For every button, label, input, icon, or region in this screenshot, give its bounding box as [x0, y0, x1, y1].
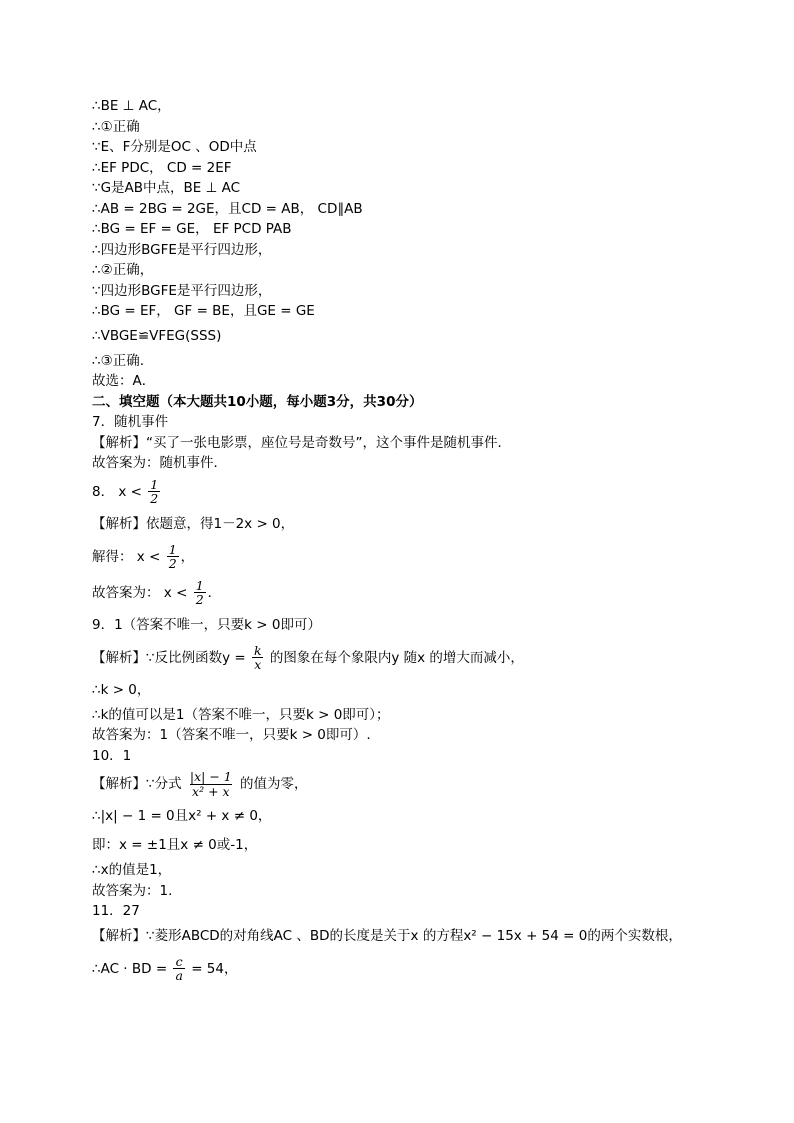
- text-line: 【解析】“买了一张电影票，座位号是奇数号”，这个事件是随机事件．: [92, 434, 511, 451]
- text-line: 故选：A．: [92, 373, 156, 389]
- analysis-line-11: [92, 951, 712, 987]
- fraction-denominator: x² + x: [192, 783, 230, 799]
- text-line: 故答案为：随机事件．: [92, 455, 227, 471]
- text-line: 即：x = ±1且x ≠ 0或-1，: [92, 837, 258, 853]
- text-segment: 【解析】∵反比例函数y =: [92, 649, 246, 666]
- fraction-denominator: x: [254, 657, 262, 672]
- fraction-denominator: a: [175, 968, 183, 983]
- text-line: ∵四边形BGFE是平行四边形，: [92, 282, 272, 299]
- text-segment: 【解析】∵分式: [92, 776, 182, 792]
- fraction: [188, 770, 234, 797]
- text-line: 【解析】依题意，得1－2x > 0，: [92, 515, 295, 532]
- text-segment: ．: [207, 584, 222, 601]
- text-line: ∵E、F分别是OC 、OD中点: [92, 139, 257, 155]
- text-line: ∴②正确，: [92, 262, 154, 278]
- text-line: 故答案为：1（答案不唯一，只要k > 0即可）.: [92, 727, 371, 743]
- text-line: ∴四边形BGFE是平行四边形，: [92, 241, 272, 258]
- fraction-numerator: 1: [150, 476, 159, 492]
- section-heading: 二、填空题（本大题共10小题，每小题3分，共30分）: [92, 393, 423, 410]
- analysis-line-10: [92, 766, 712, 802]
- text-segment: 故答案为： x <: [92, 584, 188, 601]
- fraction: [148, 478, 160, 505]
- text-segment: = 54，: [191, 960, 238, 977]
- text-line: ∴VBGE≌VFEG(SSS): [92, 327, 222, 344]
- text-segment: 的值为零，: [240, 776, 308, 792]
- text-line: ∴BG = EF = GE， EF PCD PAB: [92, 221, 292, 237]
- answer-line: [92, 575, 712, 611]
- text-line: ∴k > 0，: [92, 681, 151, 698]
- text-segment: ∴AC · BD =: [92, 960, 168, 977]
- text-line: ∴EF PDC， CD = 2EF: [92, 159, 232, 176]
- analysis-line-9: [92, 640, 712, 676]
- text-segment: 解得： x <: [92, 548, 161, 565]
- text-line: 【解析】∵菱形ABCD的对角线AC 、BD的长度是关于x 的方程x² − 15x + 54 = 0的两个实数根，: [92, 927, 682, 944]
- fraction-numerator: c: [175, 953, 183, 969]
- fraction-numerator: 1: [168, 541, 177, 557]
- fraction: [167, 543, 179, 570]
- text-line: ∴BE ⊥ AC，: [92, 98, 171, 114]
- text-line: ∴|x| − 1 = 0且x² + x ≠ 0，: [92, 808, 272, 824]
- fraction-denominator: 2: [150, 491, 159, 506]
- text-line: 故答案为：1.: [92, 882, 173, 899]
- text-line: ∴x的值是1，: [92, 862, 172, 878]
- solution-line: [92, 539, 712, 575]
- text-line: 9．1（答案不唯一，只要k > 0即可）: [92, 616, 321, 633]
- fraction-numerator: |x| − 1: [189, 769, 232, 785]
- fraction-numerator: 1: [195, 577, 204, 593]
- text-line: ∴AB = 2BG = 2GE，且CD = AB， CD∥AB: [92, 200, 363, 217]
- fraction: [173, 955, 184, 982]
- fraction-denominator: 2: [195, 592, 204, 607]
- text-line: 10．1: [92, 747, 132, 764]
- answer-line-8: [92, 474, 712, 510]
- document-page: [92, 96, 712, 987]
- text-line: 7．随机事件: [92, 414, 169, 430]
- text-line: ∵G是AB中点，BE ⊥ AC: [92, 180, 241, 196]
- text-line: ∴③正确.: [92, 352, 144, 369]
- text-line: ∴①正确: [92, 118, 140, 135]
- text-line: 11．27: [92, 903, 140, 919]
- text-line: ∴k的值可以是1（答案不唯一，只要k > 0即可）；: [92, 706, 390, 723]
- fraction: [252, 644, 264, 671]
- fraction-denominator: 2: [168, 556, 177, 571]
- text-segment: 8． x <: [92, 483, 142, 500]
- text-segment: 的图象在每个象限内y 随x 的增大而减小，: [269, 649, 524, 666]
- text-segment: ，: [180, 548, 195, 565]
- fraction-numerator: k: [253, 642, 262, 658]
- text-line: ∴BG = EF， GF = BE，且GE = GE: [92, 303, 315, 319]
- fraction: [194, 579, 206, 606]
